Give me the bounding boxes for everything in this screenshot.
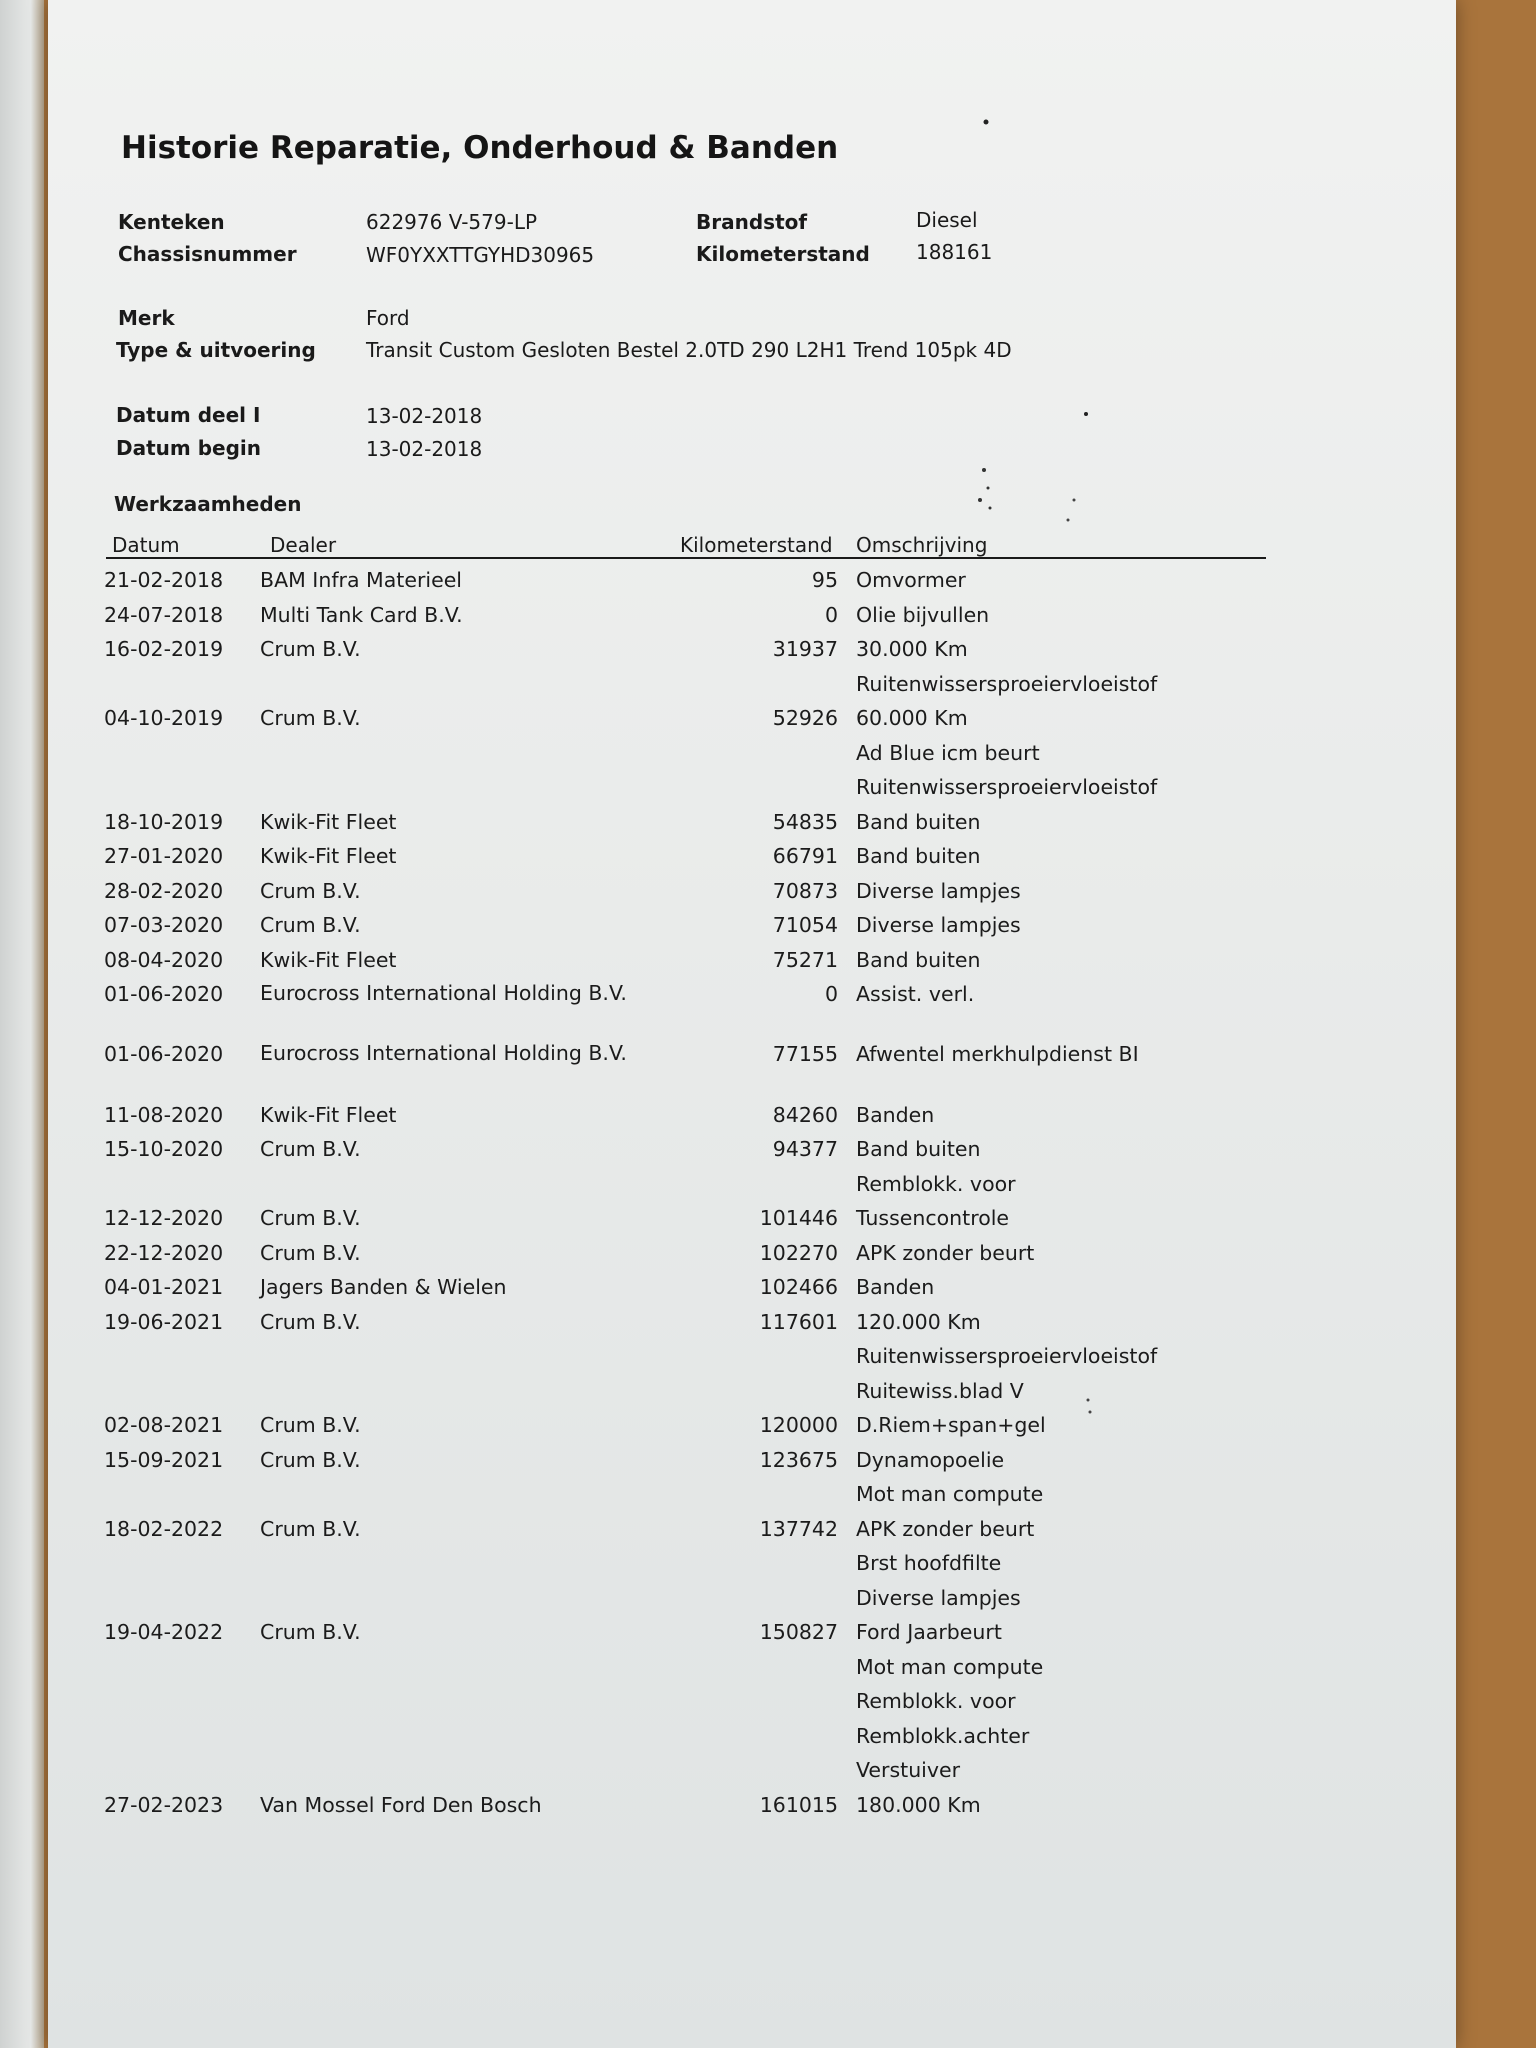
row-kilometerstand: 84260 [772,1102,838,1127]
row-dealer: Crum B.V. [260,878,361,903]
kenteken-label: Kenteken [118,210,225,234]
omschrijving-line: Olie bijvullen [856,602,990,627]
brandstof-value: Diesel [916,208,978,232]
chassis-value: WF0YXXTTGYHD30965 [366,243,595,267]
row-kilometerstand: 117601 [759,1309,838,1334]
omschrijving-line: Remblokk. voor [856,1171,1016,1196]
document-page [48,0,1456,2048]
omschrijving-line: Assist. verl. [856,982,975,1006]
row-date: 27-02-2023 [104,1792,224,1817]
speck [1087,1399,1090,1402]
row-date: 16-02-2019 [104,637,224,661]
row-dealer: Kwik-Fit Fleet [260,947,397,972]
row-date: 24-07-2018 [104,602,224,627]
omschrijving-line: Verstuiver [856,1758,961,1783]
omschrijving-line: Dynamopoelie [856,1447,1005,1472]
row-dealer: BAM Infra Materieel [260,568,462,592]
omschrijving-line: Mot man compute [856,1482,1044,1507]
kilometerstand-label: Kilometerstand [696,242,870,266]
row-date: 21-02-2018 [104,568,224,592]
omschrijving-line: Ruitenwissersproeiervloeistof [856,1344,1158,1369]
row-kilometerstand: 101446 [759,1206,838,1231]
printer-specks [48,0,1456,2048]
datum-begin-label: Datum begin [116,436,261,460]
row-date: 18-10-2019 [104,809,224,834]
row-dealer: Jagers Banden & Wielen [260,1275,507,1300]
row-dealer: Kwik-Fit Fleet [260,844,397,868]
type-label: Type & uitvoering [116,338,316,362]
row-kilometerstand: 137742 [759,1516,838,1541]
row-dealer: Kwik-Fit Fleet [260,809,397,834]
row-kilometerstand: 95 [811,568,838,592]
row-date: 12-12-2020 [104,1206,224,1231]
omschrijving-line: Band buiten [856,809,981,834]
werkzaamheden-title: Werkzaamheden [114,492,302,516]
row-date: 04-01-2021 [104,1275,224,1300]
omschrijving-line: Diverse lampjes [856,878,1021,903]
row-dealer: Crum B.V. [260,1413,361,1438]
speck [1089,1411,1092,1414]
omschrijving-line: Tussencontrole [856,1206,1010,1231]
row-kilometerstand: 150827 [759,1620,838,1645]
merk-label: Merk [118,306,175,330]
row-dealer: Eurocross International Holding B.V. [260,1041,627,1066]
row-kilometerstand: 71054 [772,913,838,937]
datum-begin-value: 13-02-2018 [366,437,483,461]
row-date: 07-03-2020 [104,913,224,937]
header-dealer: Dealer [270,533,337,557]
row-date: 15-09-2021 [104,1447,224,1472]
row-date: 02-08-2021 [104,1413,224,1438]
omschrijving-line: Diverse lampjes [856,1585,1021,1610]
row-date: 11-08-2020 [104,1102,224,1127]
row-kilometerstand: 0 [824,982,838,1006]
row-dealer: Crum B.V. [260,1620,361,1645]
omschrijving-line: Band buiten [856,947,981,972]
row-dealer: Crum B.V. [260,1137,361,1162]
speck [1067,519,1070,522]
omschrijving-line: 30.000 Km [856,637,968,661]
header-omschrijving: Omschrijving [856,533,988,557]
row-dealer: Van Mossel Ford Den Bosch [260,1792,542,1817]
speck [987,487,990,490]
datum-deel-value: 13-02-2018 [366,404,483,428]
row-kilometerstand: 102466 [759,1275,838,1300]
row-date: 19-06-2021 [104,1309,224,1334]
omschrijving-line: Remblokk. voor [856,1689,1016,1714]
page-title: Historie Reparatie, Onderhoud & Banden [121,130,839,166]
omschrijving-line: 120.000 Km [856,1309,981,1334]
omschrijving-line: Ruitenwissersproeiervloeistof [856,671,1158,696]
adjacent-page-edge [0,0,44,2048]
row-date: 08-04-2020 [104,947,224,972]
omschrijving-line: 60.000 Km [856,706,968,730]
row-kilometerstand: 120000 [759,1413,838,1438]
row-dealer: Crum B.V. [260,913,361,937]
omschrijving-line: 180.000 Km [856,1792,981,1817]
brandstof-label: Brandstof [696,210,808,234]
row-kilometerstand: 70873 [772,878,838,903]
omschrijving-line: Remblokk.achter [856,1723,1030,1748]
omschrijving-line: Band buiten [856,1137,981,1162]
row-dealer: Kwik-Fit Fleet [260,1102,397,1127]
row-dealer: Crum B.V. [260,1447,361,1472]
omschrijving-line: Omvormer [856,568,966,592]
row-dealer: Crum B.V. [260,1206,361,1231]
row-date: 19-04-2022 [104,1620,224,1645]
row-kilometerstand: 75271 [772,947,838,972]
row-dealer: Crum B.V. [260,1516,361,1541]
row-kilometerstand: 77155 [772,1042,838,1067]
omschrijving-line: APK zonder beurt [856,1240,1035,1265]
speck [982,468,986,472]
row-dealer: Multi Tank Card B.V. [260,602,463,627]
omschrijving-line: Ruitewiss.blad V [856,1378,1024,1403]
kenteken-value: 622976 V-579-LP [366,210,538,234]
speck [989,507,992,510]
header-kilometerstand: Kilometerstand [680,533,833,557]
omschrijving-line: Afwentel merkhulpdienst BI [856,1042,1139,1067]
omschrijving-line: Band buiten [856,844,981,868]
omschrijving-line: Ford Jaarbeurt [856,1620,1002,1645]
omschrijving-line: D.Riem+span+gel [856,1413,1046,1438]
row-dealer: Crum B.V. [260,706,361,730]
row-kilometerstand: 102270 [759,1240,838,1265]
row-dealer: Eurocross International Holding B.V. [260,981,627,1005]
row-kilometerstand: 54835 [772,809,838,834]
row-date: 18-02-2022 [104,1516,224,1541]
row-kilometerstand: 31937 [772,637,838,661]
row-date: 22-12-2020 [104,1240,224,1265]
row-dealer: Crum B.V. [260,1309,361,1334]
chassis-label: Chassisnummer [118,242,297,266]
datum-deel-label: Datum deel I [116,403,261,427]
merk-value: Ford [366,306,410,330]
omschrijving-line: APK zonder beurt [856,1516,1035,1541]
omschrijving-line: Brst hoofdfilte [856,1551,1002,1576]
row-kilometerstand: 161015 [759,1792,838,1817]
row-date: 27-01-2020 [104,844,224,868]
omschrijving-line: Banden [856,1275,935,1300]
row-kilometerstand: 0 [824,602,838,627]
type-value: Transit Custom Gesloten Bestel 2.0TD 290 L2H1 Trend 105pk 4D [366,338,1012,362]
row-date: 15-10-2020 [104,1137,224,1162]
omschrijving-line: Ruitenwissersproeiervloeistof [856,775,1158,799]
row-date: 01-06-2020 [104,982,224,1006]
speck [984,120,989,125]
row-dealer: Crum B.V. [260,637,361,661]
row-kilometerstand: 123675 [759,1447,838,1472]
row-date: 01-06-2020 [104,1042,224,1067]
row-kilometerstand: 66791 [772,844,838,868]
speck [978,498,982,502]
row-kilometerstand: 52926 [772,706,838,730]
omschrijving-line: Banden [856,1102,935,1127]
speck [1084,412,1088,416]
speck [1073,499,1076,502]
row-dealer: Crum B.V. [260,1240,361,1265]
row-date: 04-10-2019 [104,706,224,730]
kilometerstand-value: 188161 [916,240,993,264]
row-kilometerstand: 94377 [772,1137,838,1162]
omschrijving-line: Mot man compute [856,1654,1044,1679]
header-datum: Datum [112,533,180,557]
omschrijving-line: Diverse lampjes [856,913,1021,937]
row-date: 28-02-2020 [104,878,224,903]
omschrijving-line: Ad Blue icm beurt [856,740,1040,765]
